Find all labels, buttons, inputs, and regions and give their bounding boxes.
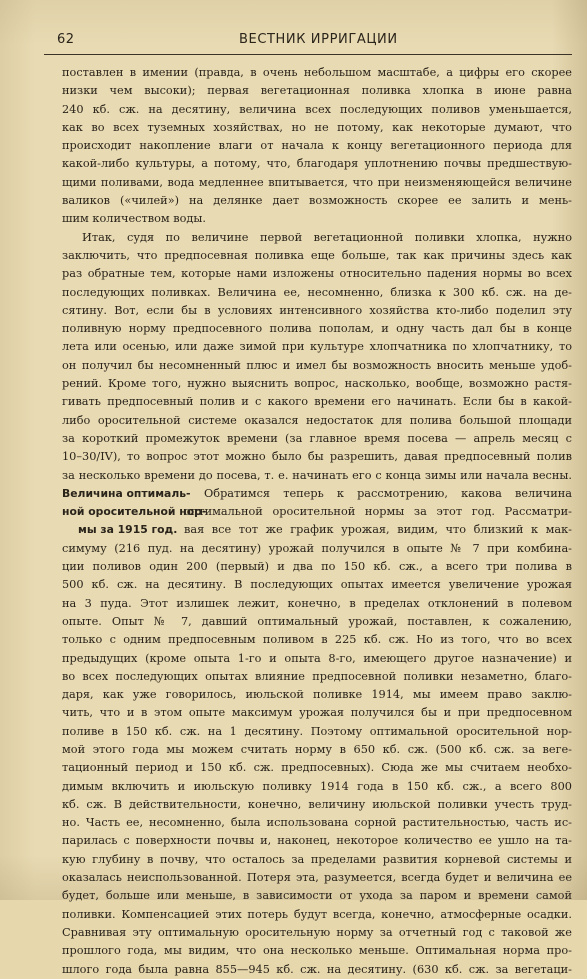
text-line: шим количеством воды.	[62, 212, 206, 226]
text-line: заключить, что предпосевная поливка еще больше, так как причины здесь как	[62, 248, 572, 262]
text-line: поливную норму предпосевного полива пополам, и одну часть дал бы в конце	[62, 322, 572, 336]
text-line: во всех последующих опытах влияние предпосевной поливки незаметно, благо-	[62, 669, 572, 683]
text-line: даря, как уже говорилось, июльской поливке 1914, мы имеем право заклю-	[62, 688, 572, 702]
text-line: за короткий промежуток времени (за главное время посева — апрель месяц с	[62, 431, 572, 445]
text-line: ции поливов один 200 (первый) и два по 150 кб. сж., а всего три полива в	[62, 560, 572, 574]
text-line: прошлого года, мы видим, что она несколько меньше. Оптимальная норма про-	[62, 944, 572, 958]
running-title: ВЕСТНИК ИРРИГАЦИИ	[239, 32, 398, 47]
section-side-heading	[62, 485, 207, 540]
text-line: предыдущих (кроме опыта 1-го и опыта 8-го, имеющего другое назначение) и	[62, 651, 572, 665]
text-line: щими поливами, вода медленнее впитывается, что при неизменяющейся величине	[62, 175, 572, 189]
text-line: за несколько времени до посева, т. е. начинать его с конца зимы или начала весны.	[62, 468, 572, 482]
text-line: вая все тот же график урожая, видим, что близкий к мак-	[184, 523, 572, 537]
body-text	[62, 64, 572, 979]
text-line: на 3 пуда. Этот излишек лежит, конечно, в пределах отклонений в полевом	[62, 596, 572, 610]
text-line: как во всех туземных хозяйствах, но не потому, как некоторые думают, что	[62, 120, 572, 134]
text-line: мой этого года мы можем считать норму в 650 кб. сж. (500 кб. сж. за веге-	[62, 742, 572, 756]
text-line: он получил бы несомненный плюс и имел бы возможность вносить меньше удоб-	[62, 358, 572, 372]
side-heading-line: ной оросительной нор-	[62, 505, 207, 519]
text-line: тационный период и 150 кб. сж. предпосевных). Сюда же мы считаем необхо-	[62, 761, 572, 775]
text-line: поливе в 150 кб. сж. на 1 десятину. Поэтому оптимальной оросительной нор-	[62, 724, 572, 738]
paragraph-2	[62, 229, 572, 485]
section-side-text	[184, 485, 572, 540]
text-line: оптимальной оросительной нормы за этот год. Рассматри-	[184, 505, 572, 519]
text-line: раз обратные тем, которые нами изложены относительно падения нормы во всех	[62, 267, 572, 281]
page-number: 62	[57, 32, 75, 47]
text-line: лета или осенью, или даже зимой при культуре хлопчатника по хлопчатнику, то	[62, 340, 572, 354]
text-line: 500 кб. сж. на десятину. В последующих опытах имеется увеличение урожая	[62, 578, 572, 592]
text-line: димым включить и июльскую поливку 1914 года в 150 кб. сж., а всего 800	[62, 779, 572, 793]
text-line: какой-либо культуры, а потому, что, благодаря уплотнению почвы предшествую-	[62, 157, 572, 171]
section-optimal-norm	[62, 485, 572, 540]
text-line: валиков («чилей») на делянке дает возможность скорее ее залить и мень-	[62, 194, 572, 208]
text-line: последующих поливках. Величина ее, несомненно, близка к 300 кб. сж. на де-	[62, 285, 572, 299]
text-line: поливки. Компенсацией этих потерь будут всегда, конечно, атмосферные осадки.	[62, 907, 572, 921]
text-line: происходит накопление влаги от начала к концу вегетационного периода для	[62, 139, 572, 153]
text-line: гивать предпосевный полив и с какого времени его начинать. Если бы в какой-	[62, 395, 572, 409]
text-line: чить, что и в этом опыте максимум урожая получился бы и при предпосевном	[62, 706, 572, 720]
text-line: поставлен в имении (правда, в очень небольшом масштабе, а цифры его скорее	[62, 66, 572, 79]
text-line: низки чем высоки); первая вегетационная поливка хлопка в июне равна	[62, 84, 572, 98]
text-line: оказалась неиспользованной. Потеря эта, разумеется, всегда будет и величина ее	[62, 871, 572, 885]
text-line: 10–30/IV), то вопрос этот можно было бы разрешить, давая предпосевный полив	[62, 450, 572, 464]
side-heading-line: мы за 1915 год.	[78, 523, 178, 537]
text-line: только с одним предпосевным поливом в 225 кб. сж. Но из того, что во всех	[62, 633, 572, 647]
text-line: кб. сж. В действительности, конечно, величину июльской поливки учесть труд-	[62, 797, 572, 811]
text-line: Сравнивая эту оптимальную оросительную норму за отчетный год с таковой же	[62, 925, 572, 939]
text-line: Итак, судя по величине первой вегетационной поливки хлопка, нужно	[82, 230, 572, 244]
text-line: кую глубину в почву, что осталось за пределами развития корневой системы и	[62, 852, 572, 866]
text-line: но. Часть ее, несомненно, была использована сорной растительностью, часть ис-	[62, 816, 572, 830]
text-line: опыте. Опыт № 7, давший оптимальный урожай, поставлен, к сожалению,	[62, 614, 572, 628]
text-line: шлого года была равна 855—945 кб. сж. на десятину. (630 кб. сж. за вегетаци-	[62, 962, 572, 976]
text-line: будет, больше или меньше, в зависимости от ухода за паром и времени самой	[62, 889, 572, 903]
text-line: парилась с поверхности почвы и, наконец, некоторое количество ее ушло на та-	[62, 834, 572, 848]
text-line: сятину. Вот, если бы в условиях интенсивного хозяйства кто-либо поделил эту	[62, 303, 572, 317]
text-line: 240 кб. сж. на десятину, величина всех последующих поливов уменьшается,	[62, 102, 572, 116]
text-line: Обратимся теперь к рассмотрению, какова величина	[204, 486, 572, 500]
paragraph-3	[62, 540, 572, 979]
text-line: либо оросительной системе оказался недостаток для полива большой площади	[62, 413, 572, 427]
paragraph-1	[62, 64, 572, 229]
side-heading-line: Величина оптималь-	[62, 486, 191, 500]
text-line: симуму (216 пуд. на десятину) урожай получился в опыте № 7 при комбина-	[62, 541, 572, 555]
page-header	[44, 30, 572, 55]
text-line: рений. Кроме того, нужно выяснить вопрос, насколько, вообще, возможно растя-	[62, 377, 572, 391]
